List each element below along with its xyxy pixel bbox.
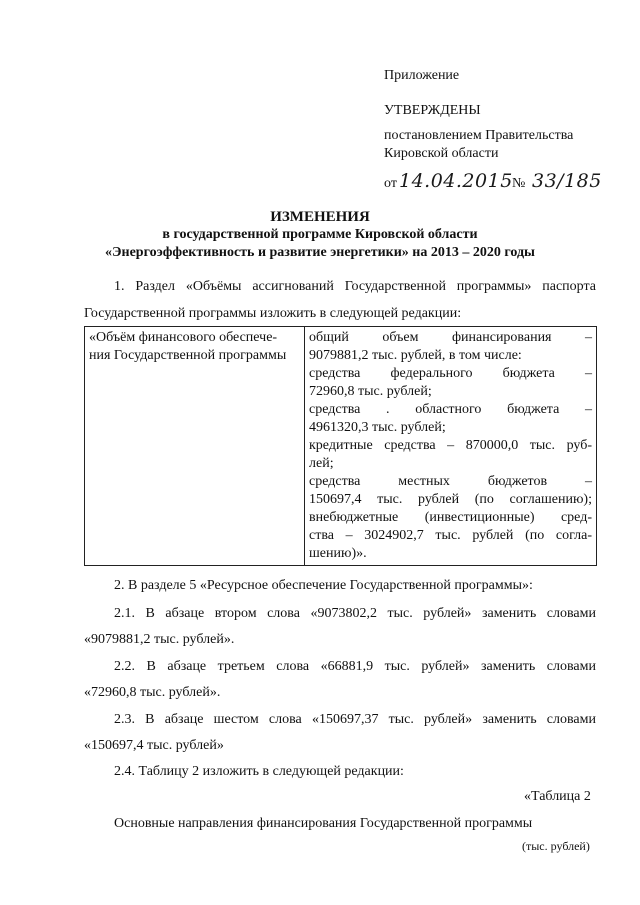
right-cell-line: кредитные средства – 870000,0 тыс. руб- xyxy=(309,438,592,453)
right-cell-line: шению)». xyxy=(309,546,367,561)
left-cell-line: «Объём финансового обеспече- xyxy=(89,330,278,345)
approved-label: УТВЕРЖДЕНЫ xyxy=(384,103,481,118)
title-subline-1: в государственной программе Кировской области xyxy=(162,227,478,242)
right-cell-line: внебюджетные (инвестиционные) сред- xyxy=(309,510,592,525)
units-label: (тыс. рублей) xyxy=(522,839,590,853)
date-prefix: от xyxy=(384,176,397,191)
item-2-4: 2.4. Таблицу 2 изложить в следующей редакции: xyxy=(114,764,404,779)
financing-table xyxy=(84,326,597,566)
table-right-cell xyxy=(305,327,597,566)
item-2-1-line-2: «9079881,2 тыс. рублей». xyxy=(84,632,235,647)
decree-line-2: Кировской области xyxy=(384,146,499,161)
item-1-line-2: Государственной программы изложить в следующей редакции: xyxy=(84,306,462,321)
appendix-label: Приложение xyxy=(384,68,460,83)
right-cell-line: общий объем финансирования – xyxy=(309,330,592,345)
document-title: ИЗМЕНЕНИЯ xyxy=(270,209,370,225)
handwritten-number: 33/185 xyxy=(532,170,602,192)
item-2-3-line-2: «150697,4 тыс. рублей» xyxy=(84,738,224,753)
left-cell-line: ния Государственной программы xyxy=(89,348,287,363)
right-cell-line: 150697,4 тыс. рублей (по соглашению); xyxy=(309,492,592,507)
right-cell-line: 4961320,3 тыс. рублей; xyxy=(309,420,446,435)
right-cell-line: средства . областного бюджета – xyxy=(309,402,592,417)
item-2: 2. В разделе 5 «Ресурсное обеспечение Государственной программы»: xyxy=(114,578,533,593)
date-number-line xyxy=(384,170,604,196)
table-row xyxy=(85,327,597,566)
table-2-label: «Таблица 2 xyxy=(524,789,591,804)
right-cell-line: средства федерального бюджета – xyxy=(309,366,592,381)
item-2-1-line-1: 2.1. В абзаце втором слова «9073802,2 тыс. рублей» заменить словами xyxy=(114,606,596,621)
title-subline-2: «Энергоэффективность и развитие энергетики» на 2013 – 2020 годы xyxy=(105,245,535,260)
right-cell-line: 72960,8 тыс. рублей; xyxy=(309,384,432,399)
item-2-2-line-2: «72960,8 тыс. рублей». xyxy=(84,685,221,700)
decree-line-1: постановлением Правительства xyxy=(384,128,574,143)
item-2-3-line-1: 2.3. В абзаце шестом слова «150697,37 тыс. рублей» заменить словами xyxy=(114,712,596,727)
handwritten-date: 14.04.2015 xyxy=(399,170,513,192)
table-2-title: Основные направления финансирования Государственной программы xyxy=(114,816,533,831)
item-1-line-1: 1. Раздел «Объёмы ассигнований Государственной программы» паспорта xyxy=(114,279,596,294)
right-cell-line: 9079881,2 тыс. рублей, в том числе: xyxy=(309,348,522,363)
table-left-cell xyxy=(85,327,305,566)
right-cell-line: средства местных бюджетов – xyxy=(309,474,592,489)
right-cell-line: ства – 3024902,7 тыс. рублей (по согла- xyxy=(309,528,592,543)
right-cell-line: лей; xyxy=(309,456,334,471)
item-2-2-line-1: 2.2. В абзаце третьем слова «66881,9 тыс. рублей» заменить словами xyxy=(114,659,596,674)
number-prefix: № xyxy=(512,176,526,191)
